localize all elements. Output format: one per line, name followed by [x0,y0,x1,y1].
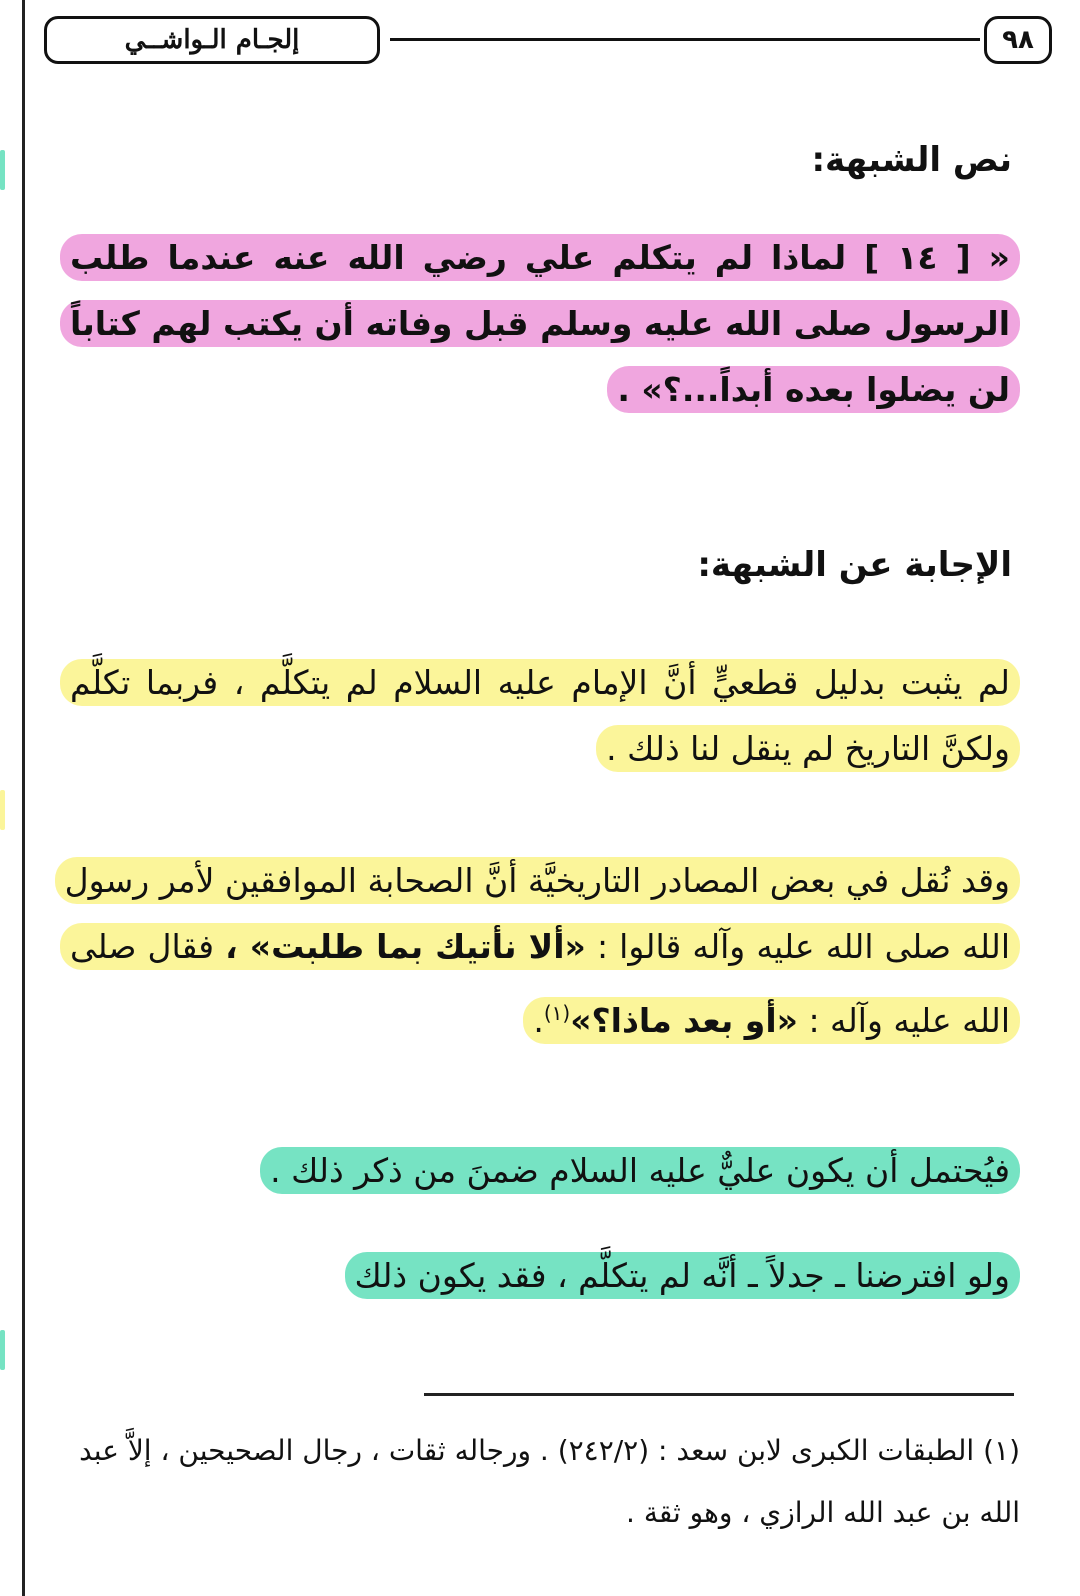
edge-highlight-mark [0,1330,5,1370]
answer-paragraph-2 [60,848,1020,1054]
answer-text-2-end: . [533,1001,544,1040]
doubt-heading: نص الشبهة: [811,140,1012,180]
edge-highlight-mark [0,150,5,190]
book-title: إلجـام الـواشــي [44,16,380,64]
footnote: (١) الطبقات الكبرى لابن سعد : (٢٤٢/٢) . ورجاله ثقات ، رجال الصحيحين ، إلاَّ عبد الله بن عبد الله الرازي ، وهو ثقة . [79,1434,1020,1529]
answer-heading: الإجابة عن الشبهة: [697,545,1012,585]
footnote-reference: (١) [543,1001,571,1025]
prophet-quote: «أو بعد ماذا؟» [570,1001,798,1040]
book-page [30,0,1060,1596]
answer-highlight-4: ولو افترضنا ـ جدلاً ـ أنَّه لم يتكلَّم ، فقد يكون ذلك [345,1252,1020,1299]
edge-highlight-mark [0,790,5,830]
doubt-paragraph [60,225,1020,423]
doubt-highlight: « [ ١٤ ] لماذا لم يتكلم علي رضي الله عنه عندما طلب الرسول صلى الله عليه وسلم قبل وفاته أن يكتب لهم كتاباً لن يضلوا بعده أبداً...؟» . [60,234,1020,413]
answer-text-2: وقد نُقل في بعض المصادر التاريخيَّة أنَّ الصحابة الموافقين لأمر رسول الله صلى الله عليه وآله قالوا : [64,861,1011,966]
answer-paragraph-3 [60,1138,1020,1204]
answer-paragraph-1 [60,650,1020,782]
answer-highlight-2 [55,857,1020,1044]
page-left-border [22,0,25,1596]
footnote-separator [424,1393,1014,1396]
page-number: ٩٨ [984,16,1052,64]
answer-paragraph-4 [60,1243,1020,1309]
answer-highlight-3: فيُحتمل أن يكون عليٌّ عليه السلام ضمنَ من ذكر ذلك . [260,1147,1020,1194]
header-rule [390,38,980,41]
companions-quote: «ألا نأتيك بما طلبت» ، [225,927,586,966]
answer-highlight-1: لم يثبت بدليل قطعيٍّ أنَّ الإمام عليه السلام لم يتكلَّم ، فربما تكلَّم ولكنَّ التاريخ لم ينقل لنا ذلك . [60,659,1020,772]
answer-text-2b: فقال صلى الله عليه وآله : [70,927,1010,1040]
